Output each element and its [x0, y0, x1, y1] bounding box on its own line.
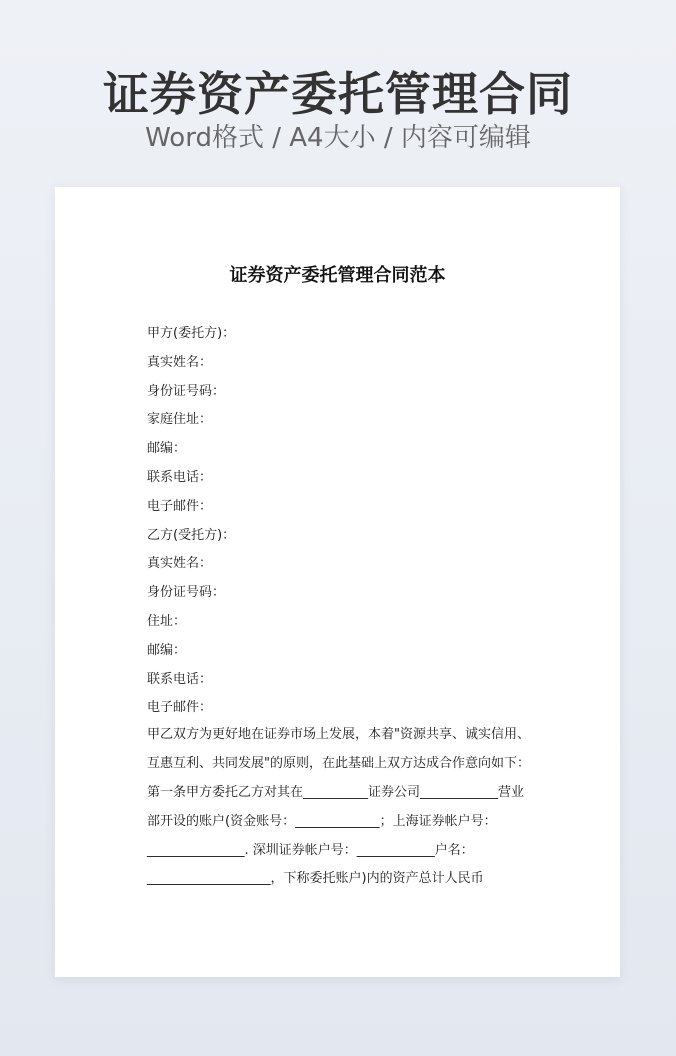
party-fields-list	[147, 320, 235, 723]
field-party-b-name: 真实姓名：	[147, 556, 213, 572]
document-title: 证券资产委托管理合同范本	[229, 265, 446, 286]
page-subtitle: Word格式 / A4大小 / 内容可编辑	[145, 123, 531, 153]
field-party-a-phone: 联系电话：	[147, 469, 213, 485]
field-party-a: 甲方(委托方)：	[147, 326, 236, 341]
paragraph-line: ___________________，下称委托账户)内的资产总计人民币	[147, 871, 484, 887]
field-party-b-id: 身份证号码：	[147, 585, 226, 601]
contract-body	[147, 721, 547, 894]
paragraph-line: 甲乙双方为更好地在证券市场上发展，本着"资源共享、诚实信用、	[147, 727, 530, 742]
field-party-a-email: 电子邮件：	[147, 498, 213, 514]
field-party-b-phone: 联系电话：	[147, 671, 213, 687]
paragraph-line: 部开设的账户(资金账号：_____________；上海证券帐户号：	[147, 813, 497, 829]
field-party-a-name: 真实姓名：	[147, 354, 213, 370]
field-party-a-id: 身份证号码：	[147, 383, 226, 399]
paragraph-line: _______________. 深圳证券帐户号：____________户名：	[147, 842, 474, 858]
field-party-b-postcode: 邮编：	[147, 642, 187, 658]
paragraph-line: 第一条甲方委托乙方对其在__________证券公司____________营业	[147, 784, 525, 800]
page-title: 证券资产委托管理合同	[103, 67, 573, 121]
field-party-a-address: 家庭住址：	[147, 412, 213, 428]
document-page	[55, 187, 620, 977]
field-party-b: 乙方(受托方)：	[147, 527, 236, 543]
paragraph-line: 互惠互利、共同发展"的原则，在此基础上双方达成合作意向如下：	[147, 755, 530, 771]
field-party-b-address: 住址：	[147, 613, 187, 629]
field-party-b-email: 电子邮件：	[147, 700, 213, 716]
field-party-a-postcode: 邮编：	[147, 441, 187, 457]
